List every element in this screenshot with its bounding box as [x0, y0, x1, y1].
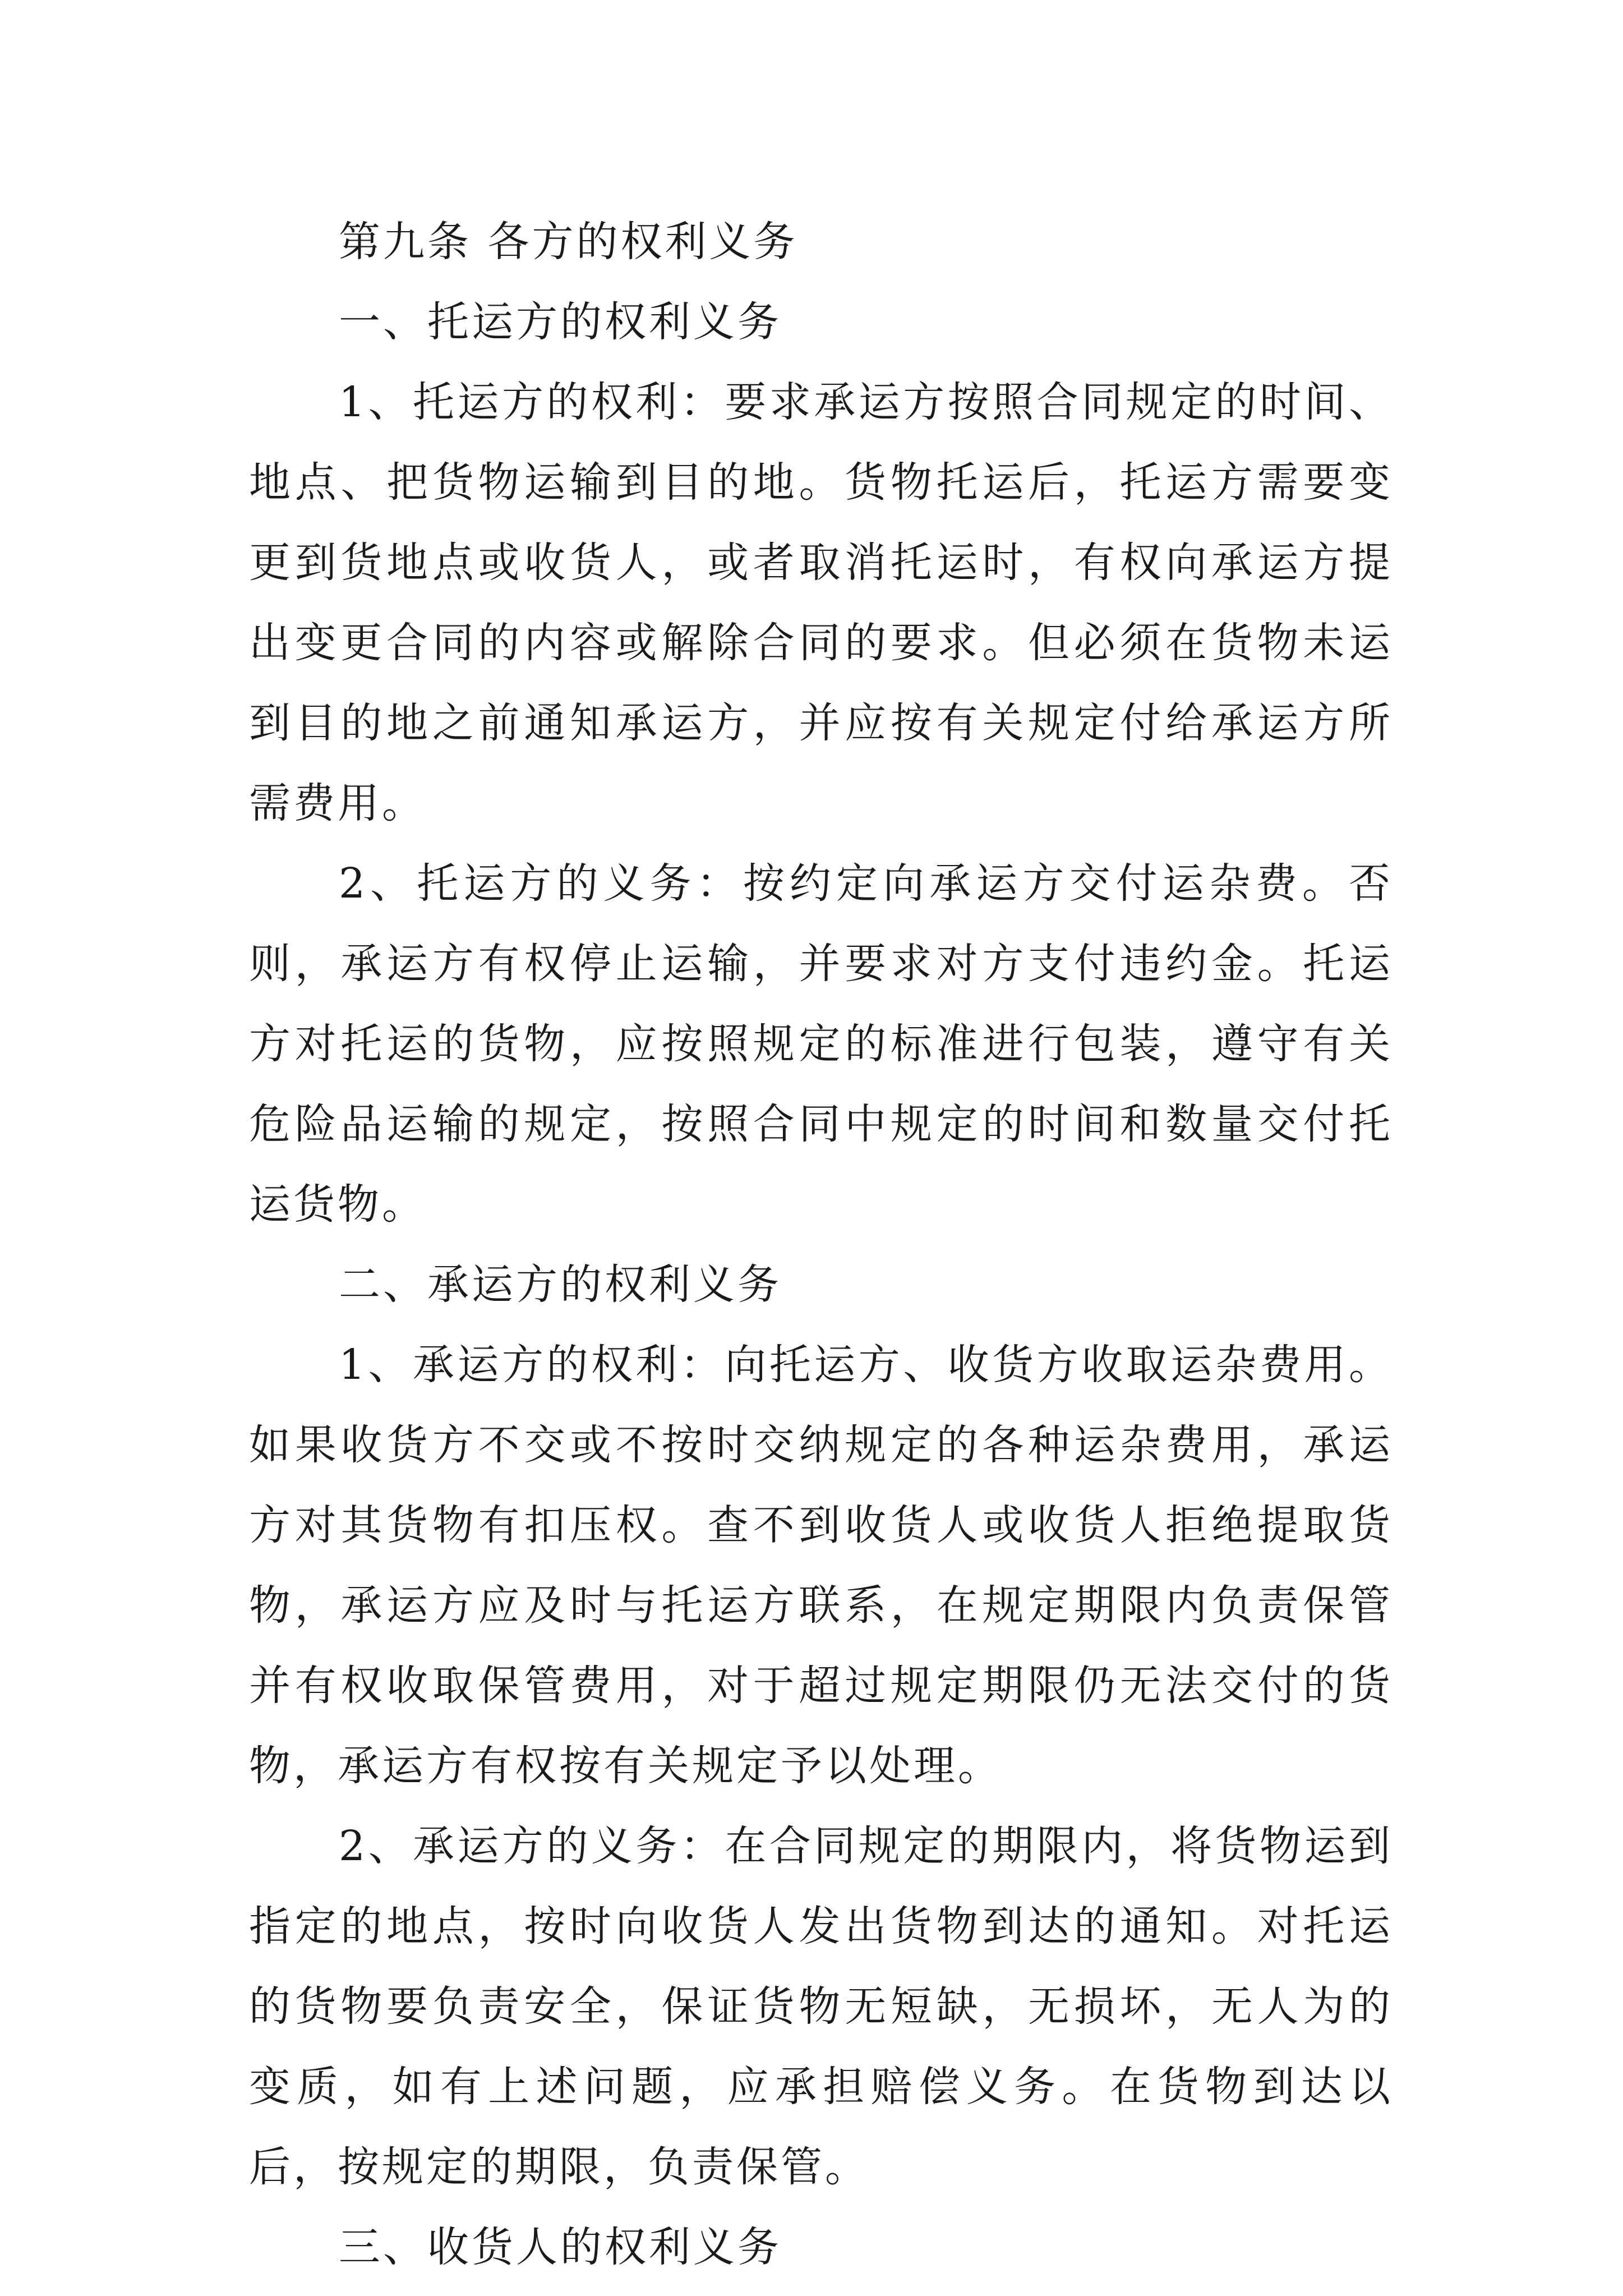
section-heading-carrier: 二、承运方的权利义务 [339, 1260, 782, 1309]
section-heading-shipper: 一、托运方的权利义务 [339, 298, 782, 346]
paragraph-carrier-obligations: 2、承运方的义务：在合同规定的期限内，将货物运到指定的地点，按时向收货人发出货物到达的通知。对托运的货物要负责安全，保证货物无短缺，无损坏，无人为的变质，如有上述问题，应承担赔偿义务。在货物到达以后，按规定的期限，负责保管。 [249, 1822, 1393, 2191]
document-body [249, 202, 1393, 2288]
article-title: 第九条 各方的权利义务 [339, 218, 798, 266]
paragraph-carrier-rights: 1、承运方的权利：向托运方、收货方收取运杂费用。如果收货方不交或不按时交纳规定的各种运杂费用，承运方对其货物有扣压权。查不到收货人或收货人拒绝提取货物，承运方应及时与托运方联系，在规定期限内负责保管并有权收取保管费用，对于超过规定期限仍无法交付的货物，承运方有权按有关规定予以处理。 [249, 1341, 1393, 1790]
paragraph-shipper-rights: 1、托运方的权利：要求承运方按照合同规定的时间、地点、把货物运输到目的地。货物托运后，托运方需要变更到货地点或收货人，或者取消托运时，有权向承运方提出变更合同的内容或解除合同的要求。但必须在货物未运到目的地之前通知承运方，并应按有关规定付给承运方所需费用。 [249, 378, 1393, 827]
paragraph-shipper-obligations: 2、托运方的义务：按约定向承运方交付运杂费。否则，承运方有权停止运输，并要求对方支付违约金。托运方对托运的货物，应按照规定的标准进行包装，遵守有关危险品运输的规定，按照合同中规定的时间和数量交付托运货物。 [249, 859, 1393, 1228]
section-heading-consignee: 三、收货人的权利义务 [339, 2223, 782, 2271]
